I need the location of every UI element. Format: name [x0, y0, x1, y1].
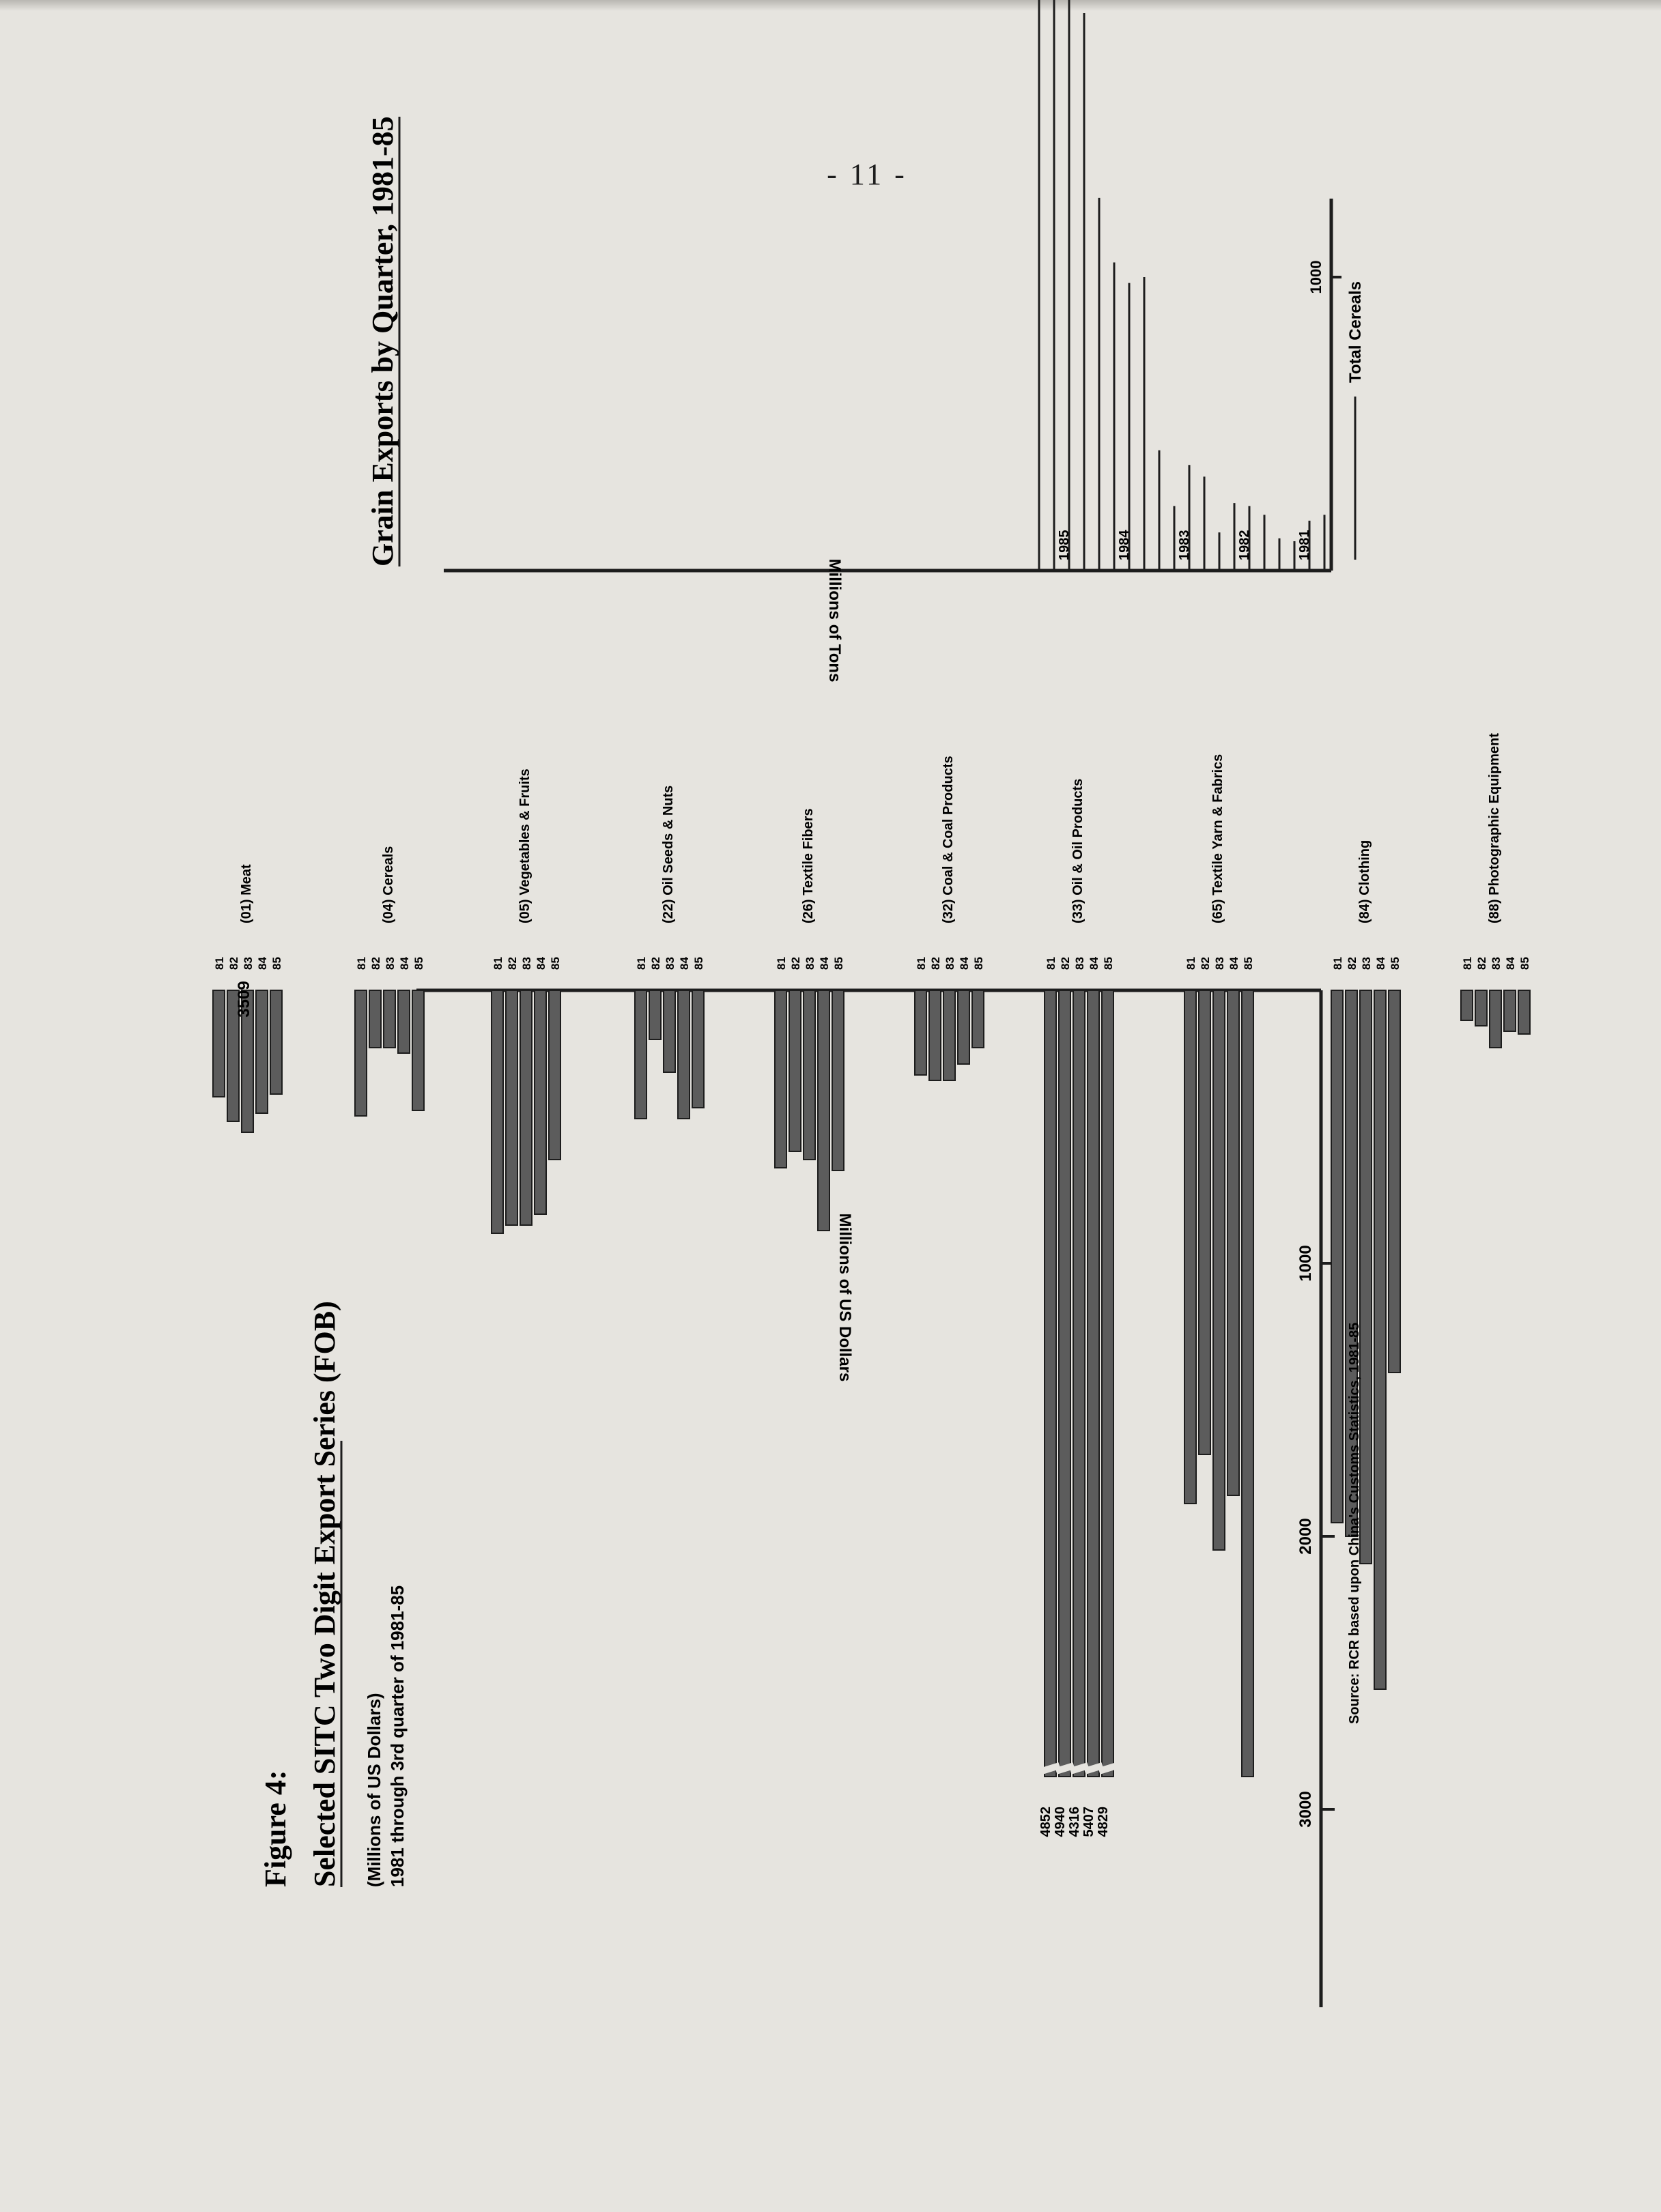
- bar: [1088, 990, 1099, 1777]
- value-tick-label: 2000: [1296, 1518, 1315, 1555]
- bar: [1242, 990, 1253, 1777]
- bar-category-label: 81: [775, 957, 788, 970]
- bar-category-label: 85: [832, 957, 845, 970]
- bar-category-label: 82: [506, 957, 519, 970]
- bar-group: [492, 957, 562, 1233]
- bar: [506, 990, 517, 1225]
- bar: [369, 990, 381, 1048]
- bar-category-label: 83: [1213, 957, 1226, 970]
- bar: [270, 990, 282, 1094]
- bar-group: [775, 957, 845, 1231]
- bar-category-label: 85: [1389, 957, 1402, 970]
- bar-group: [915, 957, 985, 1080]
- bar: [1184, 990, 1196, 1504]
- bar-category-label: 81: [915, 957, 928, 970]
- bar-category-label: 83: [242, 957, 255, 970]
- bar-group: [1184, 957, 1255, 1777]
- bar-groups: [213, 957, 1531, 1777]
- bar: [1504, 990, 1516, 1031]
- bar: [1059, 990, 1070, 1777]
- grain-year-label: 1981: [1297, 530, 1312, 560]
- bar: [412, 990, 424, 1110]
- bar-category-label: 85: [692, 957, 705, 970]
- bar: [492, 990, 503, 1233]
- series-label: (88) Photographic Equipment: [1487, 733, 1502, 923]
- bar: [520, 990, 532, 1225]
- bar-category-label: 83: [1073, 957, 1086, 970]
- bar-category-label: 81: [635, 957, 648, 970]
- bar: [804, 990, 815, 1160]
- bar-category-label: 82: [369, 957, 382, 970]
- bar-category-label: 84: [1227, 957, 1240, 970]
- oil-callout-label: 5407: [1081, 1807, 1096, 1837]
- bar-category-label: 84: [1504, 957, 1517, 970]
- series-label: (04) Cereals: [381, 846, 396, 923]
- bar: [535, 990, 546, 1214]
- bar: [1490, 990, 1501, 1048]
- bar-category-label: 83: [804, 957, 817, 970]
- bar: [649, 990, 661, 1039]
- grain-year-label: 1984: [1117, 530, 1132, 560]
- bar-category-label: 84: [818, 957, 831, 970]
- bar: [1331, 990, 1343, 1523]
- grain-axis-title: Millions of Tons: [825, 558, 844, 683]
- bar-category-label: 85: [972, 957, 985, 970]
- bar: [1374, 990, 1386, 1689]
- grain-group-label: Total Cereals: [1346, 281, 1365, 383]
- bar-category-label: 85: [549, 957, 562, 970]
- bar: [635, 990, 647, 1119]
- bar: [929, 990, 941, 1080]
- bar-category-label: 84: [398, 957, 411, 970]
- figure-title: Selected SITC Two Digit Export Series (FOB): [308, 1301, 341, 1887]
- bar: [1045, 990, 1056, 1777]
- bar: [678, 990, 690, 1119]
- grain-year-label: 1983: [1177, 530, 1192, 560]
- bar: [692, 990, 704, 1108]
- bar-category-label: 84: [256, 957, 269, 970]
- bar: [256, 990, 268, 1113]
- bar-category-label: 82: [1059, 957, 1072, 970]
- bar-category-label: 85: [270, 957, 283, 970]
- bar-category-label: 82: [1199, 957, 1212, 970]
- series-label: (26) Textile Fibers: [801, 808, 816, 923]
- bar: [818, 990, 829, 1231]
- series-label: (65) Textile Yarn & Fabrics: [1210, 753, 1225, 923]
- oil-callout-label: 4852: [1038, 1807, 1053, 1837]
- bar-category-label: 85: [1102, 957, 1115, 970]
- series-labels: [239, 733, 1502, 923]
- bar-category-label: 83: [384, 957, 397, 970]
- bar-category-label: 81: [213, 957, 226, 970]
- units-line: (Millions of US Dollars): [364, 1693, 384, 1887]
- bar-category-label: 84: [678, 957, 691, 970]
- series-label: (22) Oil Seeds & Nuts: [661, 785, 676, 923]
- page-number: - 11 -: [827, 158, 907, 191]
- grain-year-label: 1982: [1237, 530, 1252, 560]
- bar-category-label: 83: [943, 957, 956, 970]
- value-axis-title: Millions of US Dollars: [836, 1213, 854, 1382]
- bar-category-label: 85: [412, 957, 425, 970]
- bar-category-label: 81: [1331, 957, 1344, 970]
- bar: [355, 990, 367, 1116]
- bar: [1518, 990, 1530, 1034]
- bar-group: [1461, 957, 1531, 1048]
- grain-year-label: 1985: [1057, 530, 1072, 560]
- bar: [549, 990, 560, 1160]
- bar-category-label: 81: [1045, 957, 1057, 970]
- series-label: (05) Vegetables & Fruits: [517, 769, 533, 923]
- value-axis-ticks: [1296, 1245, 1335, 1827]
- bar-category-label: 82: [1475, 957, 1488, 970]
- bar: [943, 990, 955, 1080]
- bar-category-label: 84: [1088, 957, 1101, 970]
- oil-callout-label: 4316: [1067, 1807, 1082, 1837]
- bar: [775, 990, 786, 1168]
- bar-category-label: 81: [355, 957, 368, 970]
- period-line: 1981 through 3rd quarter of 1981-85: [387, 1585, 408, 1887]
- bar-category-label: 82: [649, 957, 662, 970]
- grain-tick-label: 1000: [1307, 260, 1324, 294]
- bar: [832, 990, 844, 1170]
- bar-category-label: 85: [1242, 957, 1255, 970]
- bar-category-label: 83: [1490, 957, 1503, 970]
- grain-year-labels: [1057, 530, 1312, 560]
- bar-group: [1045, 957, 1115, 1777]
- series-label: (32) Coal & Coal Products: [941, 756, 956, 923]
- source-note: Source: RCR based upon China's Customs Statistics, 1981-85: [1347, 1322, 1362, 1724]
- bar-category-label: 82: [789, 957, 802, 970]
- bar: [1213, 990, 1225, 1550]
- grain-bars: [1039, 0, 1324, 571]
- callout-3509: 3509: [235, 981, 253, 1018]
- grain-axis-ticks: [1307, 0, 1341, 293]
- bar-category-label: 81: [1461, 957, 1474, 970]
- bar: [1461, 990, 1473, 1020]
- bar: [789, 990, 801, 1151]
- bar: [958, 990, 969, 1064]
- bar-category-label: 83: [664, 957, 677, 970]
- bar-category-label: 82: [929, 957, 942, 970]
- bar-group: [355, 957, 425, 1116]
- bar: [1199, 990, 1210, 1454]
- grain-title: Grain Exports by Quarter, 1981-85: [366, 116, 399, 566]
- bar: [664, 990, 675, 1072]
- bar: [1227, 990, 1239, 1495]
- bar-category-label: 83: [1360, 957, 1373, 970]
- bar-group: [635, 957, 705, 1119]
- oil-callout-label: 4829: [1096, 1807, 1111, 1837]
- bar-category-label: 82: [1346, 957, 1359, 970]
- bar-category-label: 84: [1374, 957, 1387, 970]
- bar: [398, 990, 410, 1053]
- series-label: (01) Meat: [239, 864, 254, 923]
- bar: [915, 990, 926, 1075]
- figure-label: Figure 4:: [259, 1770, 292, 1887]
- bar-category-label: 85: [1518, 957, 1531, 970]
- bar-category-label: 81: [1184, 957, 1197, 970]
- bar-category-label: 84: [958, 957, 971, 970]
- bar: [213, 990, 225, 1097]
- value-tick-label: 3000: [1296, 1791, 1315, 1828]
- bar: [972, 990, 984, 1048]
- bar-category-label: 83: [520, 957, 533, 970]
- bar: [1102, 990, 1113, 1777]
- bar: [1073, 990, 1085, 1777]
- oil-callout-label: 4940: [1053, 1807, 1068, 1837]
- bar-category-label: 82: [227, 957, 240, 970]
- series-label: (84) Clothing: [1357, 839, 1372, 923]
- bar: [384, 990, 395, 1048]
- value-tick-label: 1000: [1296, 1245, 1315, 1282]
- bar: [1475, 990, 1487, 1026]
- series-label: (33) Oil & Oil Products: [1070, 778, 1085, 923]
- bar-category-label: 81: [492, 957, 505, 970]
- bar-category-label: 84: [535, 957, 548, 970]
- bar-group: [1331, 957, 1402, 1689]
- bar: [1389, 990, 1400, 1373]
